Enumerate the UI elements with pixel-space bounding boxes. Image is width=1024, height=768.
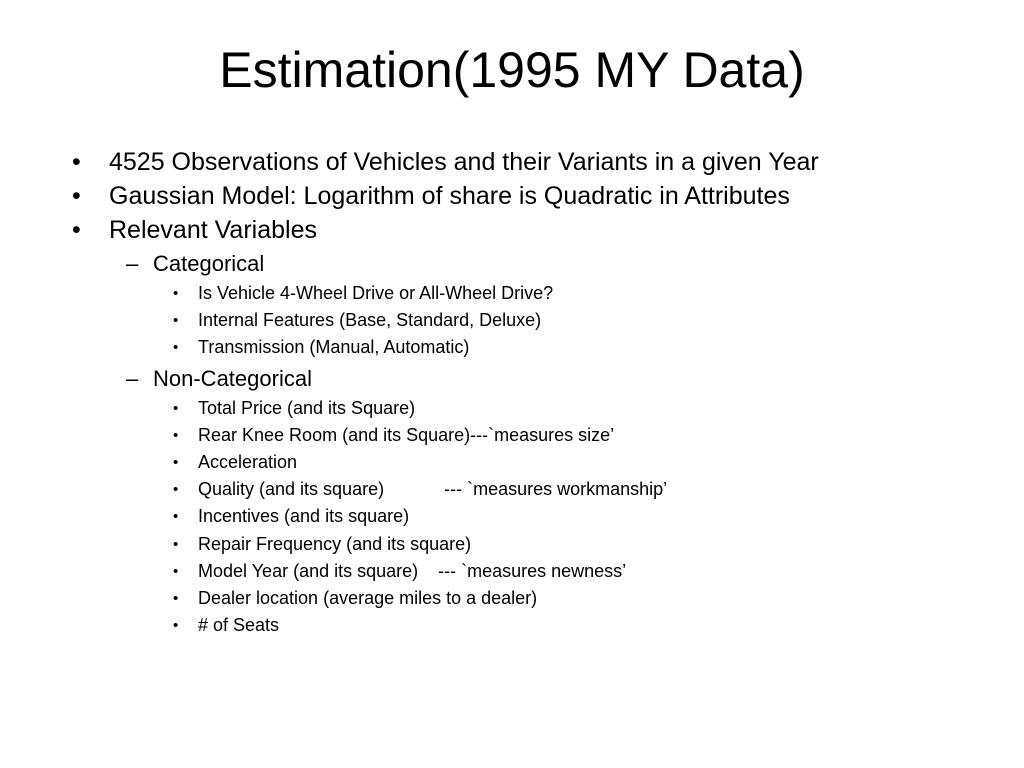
list-item <box>0 476 1024 503</box>
list-item <box>0 585 1024 612</box>
list-item <box>0 213 1024 247</box>
bullet-icon: • <box>173 481 179 499</box>
list-item <box>0 362 1024 395</box>
list-item-text: Relevant Variables <box>109 216 317 244</box>
list-item-text: Categorical <box>153 251 265 276</box>
dash-icon: – <box>126 365 139 391</box>
bullet-icon: • <box>72 216 81 244</box>
bullet-icon: • <box>173 562 179 580</box>
list-item <box>0 422 1024 449</box>
list-item-text: Transmission (Manual, Automatic) <box>198 337 470 358</box>
list-item <box>0 334 1024 361</box>
bullet-icon: • <box>173 426 179 444</box>
list-item <box>0 449 1024 476</box>
bullet-icon: • <box>173 399 179 417</box>
list-item-text: Dealer location (average miles to a dealer) <box>198 587 538 608</box>
slide-title: Estimation(1995 MY Data) <box>219 42 805 98</box>
list-item <box>0 145 1024 179</box>
bullet-icon: • <box>173 589 179 607</box>
bullet-icon: • <box>173 535 179 553</box>
list-item-text: Incentives (and its square) <box>198 506 410 527</box>
bullet-icon: • <box>173 285 179 302</box>
list-item <box>0 395 1024 422</box>
bullet-icon: • <box>173 312 179 330</box>
bullet-icon: • <box>72 182 81 210</box>
list-item <box>0 558 1024 585</box>
bullet-icon: • <box>72 148 81 176</box>
list-item <box>0 307 1024 334</box>
list-item <box>0 179 1024 213</box>
list-item <box>0 531 1024 558</box>
list-item-text: Model Year (and its square) --- `measures newness’ <box>198 560 627 581</box>
list-item <box>0 612 1024 639</box>
list-item-text: # of Seats <box>198 615 280 636</box>
bullet-icon: • <box>173 339 179 357</box>
bullet-icon: • <box>173 617 179 635</box>
list-item-text: Is Vehicle 4-Wheel Drive or All-Wheel Drive? <box>198 283 554 303</box>
list-item <box>0 280 1024 307</box>
dash-icon: – <box>126 251 139 276</box>
list-item <box>0 247 1024 280</box>
list-item <box>0 503 1024 530</box>
list-item-text: Acceleration <box>198 451 298 472</box>
list-item-text: Rear Knee Room (and its Square)---`measures size’ <box>198 424 615 445</box>
list-item-text: Internal Features (Base, Standard, Deluxe) <box>198 310 542 331</box>
list-item-text: Quality (and its square) --- `measures workmanship’ <box>198 479 668 500</box>
list-item-text: 4525 Observations of Vehicles and their Variants in a given Year <box>109 148 819 176</box>
bullet-list <box>0 145 1024 639</box>
list-item-text: Gaussian Model: Logarithm of share is Quadratic in Attributes <box>109 182 790 210</box>
bullet-icon: • <box>173 453 179 471</box>
list-item-text: Non-Categorical <box>153 365 312 391</box>
list-item-text: Total Price (and its Square) <box>198 397 416 418</box>
bullet-icon: • <box>173 508 179 526</box>
list-item-text: Repair Frequency (and its square) <box>198 533 472 554</box>
